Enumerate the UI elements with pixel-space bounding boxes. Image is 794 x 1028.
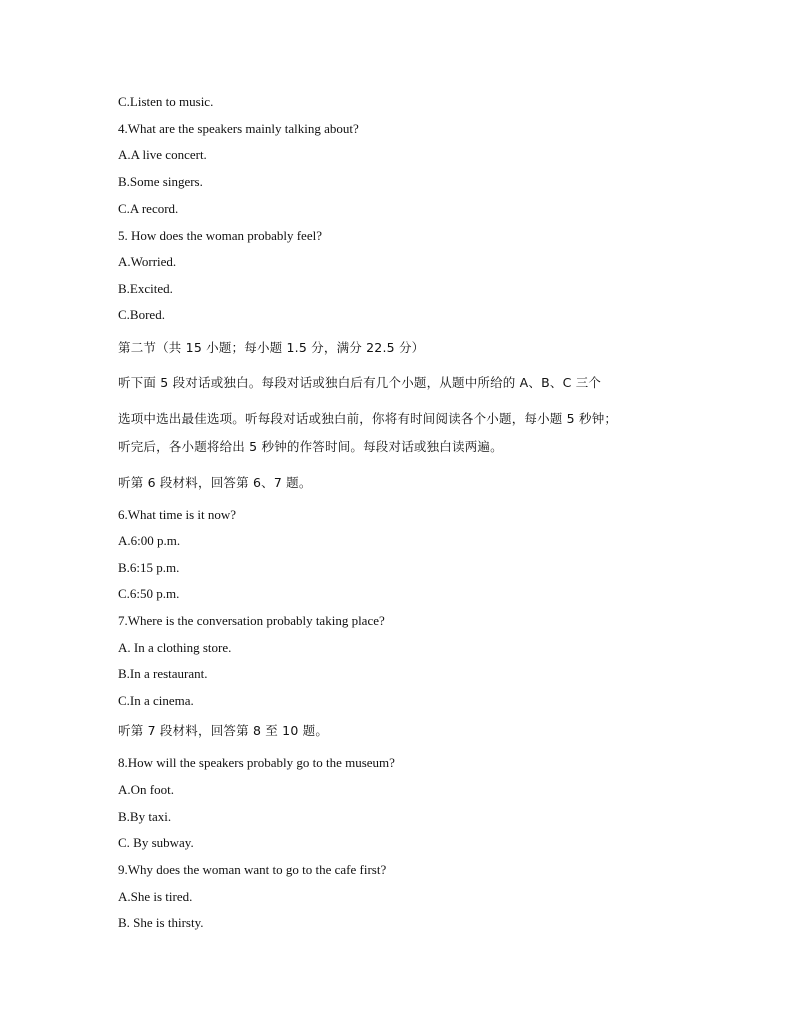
question-4: 4.What are the speakers mainly talking about? — [118, 121, 359, 136]
option-b-q5: B.Excited. — [118, 281, 173, 296]
question-5: 5. How does the woman probably feel? — [118, 228, 322, 243]
question-8: 8.How will the speakers probably go to the museum? — [118, 755, 395, 770]
option-c-q7: C.In a cinema. — [118, 693, 194, 708]
instructions-line-3: 听完后，各小题将给出 5 秒钟的作答时间。每段对话或独白读两遍。 — [118, 439, 503, 454]
option-b-q8: B.By taxi. — [118, 809, 172, 824]
question-9: 9.Why does the woman want to go to the cafe first? — [118, 862, 387, 877]
instructions-line-1: 听下面 5 段对话或独白。每段对话或独白后有几个小题，从题中所给的 A、B、C 三个 — [118, 375, 602, 390]
section-heading: 第二节（共 15 小题；每小题 1.5 分，满分 22.5 分） — [118, 340, 425, 355]
option-c-q5: C.Bored. — [118, 307, 165, 322]
instructions-line-2: 选项中选出最佳选项。听每段对话或独白前，你将有时间阅读各个小题，每小题 5 秒钟； — [118, 411, 618, 426]
option-c-q4: C.A record. — [118, 201, 179, 216]
option-a-q5: A.Worried. — [118, 254, 177, 269]
option-a-q8: A.On foot. — [118, 782, 174, 797]
option-a-q9: A.She is tired. — [118, 889, 193, 904]
passage-6-heading: 听第 6 段材料，回答第 6、7 题。 — [118, 475, 312, 490]
option-b-q7: B.In a restaurant. — [118, 666, 208, 681]
option-b-q4: B.Some singers. — [118, 174, 203, 189]
question-6: 6.What time is it now? — [118, 507, 237, 522]
passage-7-heading: 听第 7 段材料，回答第 8 至 10 题。 — [118, 723, 329, 738]
question-7: 7.Where is the conversation probably taking place? — [118, 613, 385, 628]
option-c-q8: C. By subway. — [118, 835, 194, 850]
option-a-q7: A. In a clothing store. — [118, 640, 232, 655]
option-b-q6: B.6:15 p.m. — [118, 560, 180, 575]
option-b-q9: B. She is thirsty. — [118, 915, 204, 930]
option-a-q4: A.A live concert. — [118, 147, 207, 162]
option-c-q6: C.6:50 p.m. — [118, 586, 180, 601]
option-c-q3: C.Listen to music. — [118, 94, 214, 109]
option-a-q6: A.6:00 p.m. — [118, 533, 181, 548]
